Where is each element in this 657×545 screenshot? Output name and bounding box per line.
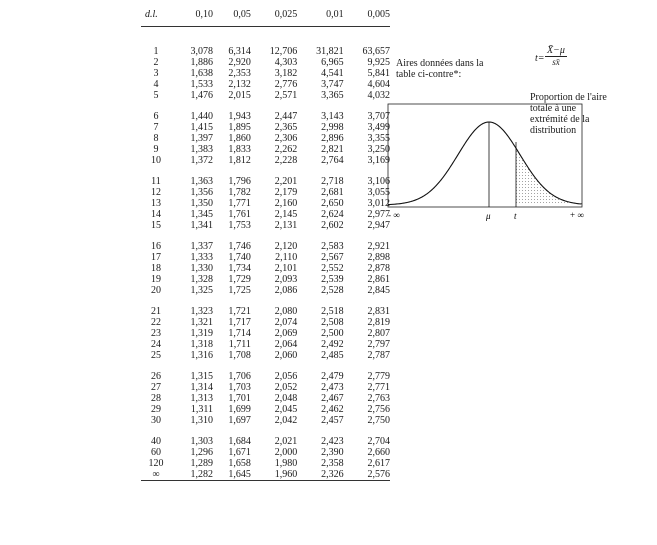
critical-value-cell: 2,447 (274, 111, 298, 122)
formula-lhs: t= (535, 53, 545, 64)
critical-value-cell: 3,169 (367, 155, 390, 166)
critical-value-cell: 1,310 (190, 415, 213, 426)
critical-value-cell: 2,306 (274, 133, 298, 144)
header-alpha-0005: 0,005 (344, 2, 390, 27)
critical-value-cell: 12,706 (269, 46, 298, 57)
critical-value-cell: 1,753 (228, 220, 251, 231)
critical-value-cell: 2,179 (274, 187, 298, 198)
tail-proportion-note: Proportion de l'aire totale à une extrémité de la distribution (530, 92, 607, 136)
critical-value-cell: 1,289 (190, 458, 213, 469)
t-distribution-table (141, 2, 390, 481)
critical-value-cell: 2,998 (321, 122, 344, 133)
degrees-of-freedom-cell: 18 (151, 263, 161, 274)
degrees-of-freedom-cell: 120 (148, 458, 164, 469)
critical-value-cell: 1,701 (228, 393, 251, 404)
table-row (141, 382, 390, 393)
degrees-of-freedom-cell: 17 (151, 252, 161, 263)
critical-value-cell: 1,303 (190, 436, 213, 447)
critical-value-cell: 2,660 (367, 447, 390, 458)
critical-value-cell: 1,833 (228, 144, 251, 155)
critical-value-cell: 1,314 (190, 382, 213, 393)
degrees-of-freedom-cell: 40 (151, 436, 161, 447)
critical-value-cell: 2,358 (321, 458, 344, 469)
critical-value-cell: 2,021 (274, 436, 298, 447)
critical-value-cell: 2,617 (367, 458, 390, 469)
critical-value-cell: 2,776 (274, 79, 298, 90)
table-row (141, 155, 390, 166)
critical-value-cell: 1,717 (228, 317, 251, 328)
critical-value-cell: 2,326 (297, 469, 343, 481)
critical-value-cell: 1,345 (190, 209, 213, 220)
critical-value-cell: 2,074 (274, 317, 298, 328)
degrees-of-freedom-cell: ∞ (141, 469, 171, 481)
critical-value-cell: 2,552 (321, 263, 344, 274)
degrees-of-freedom-cell: 7 (153, 122, 159, 133)
critical-value-cell: 2,718 (321, 176, 344, 187)
critical-value-cell: 2,500 (321, 328, 344, 339)
critical-value-cell: 1,638 (190, 68, 213, 79)
critical-value-cell: 2,462 (321, 404, 344, 415)
degrees-of-freedom-cell: 26 (151, 371, 161, 382)
critical-value-cell: 2,093 (274, 274, 298, 285)
degrees-of-freedom-cell: 28 (151, 393, 161, 404)
critical-value-cell: 1,440 (190, 111, 213, 122)
critical-value-cell: 2,567 (321, 252, 344, 263)
critical-value-cell: 3,182 (274, 68, 298, 79)
critical-value-cell: 2,681 (321, 187, 344, 198)
critical-value-cell: 1,708 (228, 350, 251, 361)
header-alpha-001: 0,01 (297, 2, 343, 27)
table-row (141, 166, 390, 187)
critical-value-cell: 2,764 (321, 155, 344, 166)
critical-value-cell: 2,467 (321, 393, 344, 404)
critical-value-cell: 6,965 (321, 57, 344, 68)
critical-value-cell: 1,337 (190, 241, 213, 252)
critical-value-cell: 3,055 (367, 187, 390, 198)
table-row (141, 404, 390, 415)
critical-value-cell: 2,485 (321, 350, 344, 361)
critical-value-cell: 3,143 (321, 111, 344, 122)
critical-value-cell: 2,518 (321, 306, 344, 317)
table-row (141, 101, 390, 122)
critical-value-cell: 2,080 (274, 306, 298, 317)
degrees-of-freedom-cell: 4 (153, 79, 159, 90)
critical-value-cell: 3,747 (321, 79, 344, 90)
critical-value-cell: 1,671 (228, 447, 251, 458)
header-alpha-005: 0,05 (213, 2, 251, 27)
critical-value-cell: 2,110 (275, 252, 298, 263)
critical-value-cell: 2,060 (274, 350, 298, 361)
degrees-of-freedom-cell: 19 (151, 274, 161, 285)
critical-value-cell: 2,048 (274, 393, 298, 404)
degrees-of-freedom-cell: 29 (151, 404, 161, 415)
critical-value-cell: 4,541 (321, 68, 344, 79)
degrees-of-freedom-cell: 11 (151, 176, 161, 187)
table-row (141, 393, 390, 404)
critical-value-cell: 4,303 (274, 57, 298, 68)
critical-value-cell: 2,132 (228, 79, 251, 90)
table-row (141, 328, 390, 339)
critical-value-cell: 1,729 (228, 274, 251, 285)
table-row (141, 57, 390, 68)
critical-value-cell: 2,650 (321, 198, 344, 209)
degrees-of-freedom-cell: 16 (151, 241, 161, 252)
table-body (141, 27, 390, 481)
critical-value-cell: 2,756 (367, 404, 390, 415)
critical-value-cell: 2,365 (274, 122, 298, 133)
critical-value-cell: 1,341 (190, 220, 213, 231)
critical-value-cell: 1,684 (228, 436, 251, 447)
critical-value-cell: 2,797 (367, 339, 390, 350)
critical-value-cell: 1,706 (228, 371, 251, 382)
degrees-of-freedom-cell: 25 (151, 350, 161, 361)
critical-value-cell: 1,782 (228, 187, 251, 198)
degrees-of-freedom-cell: 23 (151, 328, 161, 339)
table-row (141, 252, 390, 263)
critical-value-cell: 1,658 (228, 458, 251, 469)
header-df: d.l. (141, 2, 171, 27)
degrees-of-freedom-cell: 24 (151, 339, 161, 350)
critical-value-cell: 1,321 (190, 317, 213, 328)
table-row (141, 187, 390, 198)
critical-value-cell: 1,721 (228, 306, 251, 317)
critical-value-cell: 1,860 (228, 133, 251, 144)
critical-value-cell: 1,476 (190, 90, 213, 101)
table-row (141, 339, 390, 350)
formula-denominator: sx̄ (552, 57, 560, 67)
critical-value-cell: 2,831 (367, 306, 390, 317)
critical-value-cell: 3,355 (367, 133, 390, 144)
critical-value-cell: 2,821 (321, 144, 344, 155)
critical-value-cell: 1,761 (228, 209, 251, 220)
degrees-of-freedom-cell: 3 (153, 68, 159, 79)
table-row (141, 79, 390, 90)
degrees-of-freedom-cell: 15 (151, 220, 161, 231)
label-plus-infinity: + ∞ (570, 210, 584, 220)
degrees-of-freedom-cell: 14 (151, 209, 161, 220)
critical-value-cell: 63,657 (362, 46, 390, 57)
critical-value-cell: 2,845 (367, 285, 390, 296)
degrees-of-freedom-cell: 30 (151, 415, 161, 426)
header-alpha-010: 0,10 (171, 2, 213, 27)
critical-value-cell: 1,533 (190, 79, 213, 90)
critical-value-cell: 1,383 (190, 144, 213, 155)
bell-curve-diagram (380, 90, 590, 230)
critical-value-cell: 2,861 (367, 274, 390, 285)
critical-value-cell: 1,812 (228, 155, 251, 166)
critical-value-cell: 2,042 (274, 415, 298, 426)
critical-value-cell: 1,943 (228, 111, 251, 122)
t-formula (535, 45, 595, 73)
critical-value-cell: 1,318 (190, 339, 213, 350)
critical-value-cell: 2,131 (274, 220, 298, 231)
critical-value-cell: 2,771 (367, 382, 390, 393)
critical-value-cell: 1,740 (228, 252, 251, 263)
formula-fraction (545, 45, 567, 68)
critical-value-cell: 2,508 (321, 317, 344, 328)
table-row (141, 317, 390, 328)
table-row (141, 198, 390, 209)
critical-value-cell: 3,012 (367, 198, 390, 209)
table-row (141, 133, 390, 144)
table-row (141, 469, 390, 481)
critical-value-cell: 2,201 (274, 176, 298, 187)
critical-value-cell: 1,313 (190, 393, 213, 404)
critical-value-cell: 2,262 (274, 144, 298, 155)
critical-value-cell: 3,365 (321, 90, 344, 101)
critical-value-cell: 1,960 (251, 469, 297, 481)
critical-value-cell: 1,330 (190, 263, 213, 274)
diagram-frame (388, 104, 582, 207)
label-mu: μ (486, 211, 491, 221)
degrees-of-freedom-cell: 13 (151, 198, 161, 209)
table-row (141, 231, 390, 252)
table-row (141, 27, 390, 58)
label-minus-infinity: - ∞ (388, 210, 400, 220)
degrees-of-freedom-cell: 8 (153, 133, 159, 144)
critical-value-cell: 2,000 (274, 447, 298, 458)
critical-value-cell: 3,106 (367, 176, 390, 187)
critical-value-cell: 2,145 (274, 209, 298, 220)
table-row (141, 220, 390, 231)
critical-value-cell: 1,703 (228, 382, 251, 393)
critical-value-cell: 1,697 (228, 415, 251, 426)
critical-value-cell: 2,576 (344, 469, 390, 481)
critical-value-cell: 1,699 (228, 404, 251, 415)
table-row (141, 144, 390, 155)
critical-value-cell: 2,423 (321, 436, 344, 447)
critical-value-cell: 2,819 (367, 317, 390, 328)
critical-value-cell: 2,528 (321, 285, 344, 296)
critical-value-cell: 2,807 (367, 328, 390, 339)
critical-value-cell: 1,325 (190, 285, 213, 296)
critical-value-cell: 2,779 (367, 371, 390, 382)
critical-value-cell: 1,725 (228, 285, 251, 296)
critical-value-cell: 4,604 (367, 79, 390, 90)
critical-value-cell: 1,319 (190, 328, 213, 339)
critical-value-cell: 1,397 (190, 133, 213, 144)
critical-value-cell: 2,977 (367, 209, 390, 220)
critical-value-cell: 2,763 (367, 393, 390, 404)
table-row (141, 350, 390, 361)
table-row (141, 263, 390, 274)
critical-value-cell: 9,925 (367, 57, 390, 68)
critical-value-cell: 5,841 (367, 68, 390, 79)
critical-value-cell: 1,796 (228, 176, 251, 187)
critical-value-cell: 1,328 (190, 274, 213, 285)
density-curve (388, 122, 582, 205)
critical-value-cell: 2,787 (367, 350, 390, 361)
degrees-of-freedom-cell: 22 (151, 317, 161, 328)
degrees-of-freedom-cell: 10 (151, 155, 161, 166)
critical-value-cell: 2,473 (321, 382, 344, 393)
formula-numerator: X̄−μ (547, 45, 565, 56)
table-header-row (141, 2, 390, 27)
critical-value-cell: 2,878 (367, 263, 390, 274)
table-row (141, 68, 390, 79)
critical-value-cell: 1,282 (171, 469, 213, 481)
critical-value-cell: 2,056 (274, 371, 298, 382)
critical-value-cell: 1,296 (190, 447, 213, 458)
degrees-of-freedom-cell: 2 (153, 57, 159, 68)
critical-value-cell: 1,311 (190, 404, 213, 415)
critical-value-cell: 1,714 (228, 328, 251, 339)
table-row (141, 209, 390, 220)
critical-value-cell: 2,160 (274, 198, 298, 209)
table-row (141, 296, 390, 317)
critical-value-cell: 2,390 (321, 447, 344, 458)
critical-value-cell: 1,771 (228, 198, 251, 209)
critical-value-cell: 1,895 (228, 122, 251, 133)
critical-value-cell: 2,624 (321, 209, 344, 220)
areas-note: Aires données dans la table ci-contre*: (396, 58, 484, 80)
degrees-of-freedom-cell: 1 (153, 46, 159, 57)
critical-value-cell: 3,707 (367, 111, 390, 122)
degrees-of-freedom-cell: 20 (151, 285, 161, 296)
critical-value-cell: 2,120 (274, 241, 298, 252)
critical-value-cell: 1,356 (190, 187, 213, 198)
degrees-of-freedom-cell: 9 (153, 144, 159, 155)
critical-value-cell: 2,571 (274, 90, 298, 101)
table-row (141, 361, 390, 382)
critical-value-cell: 2,896 (321, 133, 344, 144)
degrees-of-freedom-cell: 12 (151, 187, 161, 198)
table-row (141, 415, 390, 426)
degrees-of-freedom-cell: 27 (151, 382, 161, 393)
critical-value-cell: 2,228 (274, 155, 298, 166)
critical-value-cell: 2,704 (367, 436, 390, 447)
table-row (141, 285, 390, 296)
header-alpha-0025: 0,025 (251, 2, 297, 27)
table-row (141, 90, 390, 101)
critical-value-cell: 2,921 (367, 241, 390, 252)
critical-value-cell: 2,457 (321, 415, 344, 426)
critical-value-cell: 1,316 (190, 350, 213, 361)
critical-value-cell: 1,746 (228, 241, 251, 252)
critical-value-cell: 31,821 (316, 46, 344, 57)
critical-value-cell: 2,086 (274, 285, 298, 296)
label-t: t (514, 211, 517, 221)
critical-value-cell: 3,250 (367, 144, 390, 155)
critical-value-cell: 2,353 (228, 68, 251, 79)
critical-value-cell: 3,499 (367, 122, 390, 133)
degrees-of-freedom-cell: 60 (151, 447, 161, 458)
upper-tail-area (516, 148, 582, 205)
degrees-of-freedom-cell: 5 (153, 90, 159, 101)
critical-value-cell: 1,711 (228, 339, 251, 350)
table-row (141, 426, 390, 447)
critical-value-cell: 1,886 (190, 57, 213, 68)
critical-value-cell: 2,602 (321, 220, 344, 231)
critical-value-cell: 2,920 (228, 57, 251, 68)
critical-value-cell: 1,315 (190, 371, 213, 382)
critical-value-cell: 2,947 (367, 220, 390, 231)
table-row (141, 447, 390, 458)
critical-value-cell: 2,069 (274, 328, 298, 339)
critical-value-cell: 2,064 (274, 339, 298, 350)
critical-value-cell: 1,980 (274, 458, 298, 469)
critical-value-cell: 1,415 (190, 122, 213, 133)
degrees-of-freedom-cell: 21 (151, 306, 161, 317)
table-row (141, 274, 390, 285)
critical-value-cell: 1,363 (190, 176, 213, 187)
critical-value-cell: 2,539 (321, 274, 344, 285)
critical-value-cell: 1,350 (190, 198, 213, 209)
critical-value-cell: 4,032 (367, 90, 390, 101)
critical-value-cell: 2,101 (274, 263, 298, 274)
critical-value-cell: 2,898 (367, 252, 390, 263)
critical-value-cell: 2,492 (321, 339, 344, 350)
critical-value-cell: 2,750 (367, 415, 390, 426)
critical-value-cell: 3,078 (190, 46, 213, 57)
critical-value-cell: 1,734 (228, 263, 251, 274)
critical-value-cell: 6,314 (228, 46, 251, 57)
critical-value-cell: 2,015 (228, 90, 251, 101)
critical-value-cell: 1,323 (190, 306, 213, 317)
degrees-of-freedom-cell: 6 (153, 111, 159, 122)
critical-value-cell: 2,479 (321, 371, 344, 382)
critical-value-cell: 1,372 (190, 155, 213, 166)
critical-value-cell: 1,645 (213, 469, 251, 481)
critical-value-cell: 2,583 (321, 241, 344, 252)
critical-value-cell: 2,052 (274, 382, 298, 393)
table-row (141, 458, 390, 469)
critical-value-cell: 1,333 (190, 252, 213, 263)
table-row (141, 122, 390, 133)
critical-value-cell: 2,045 (274, 404, 298, 415)
